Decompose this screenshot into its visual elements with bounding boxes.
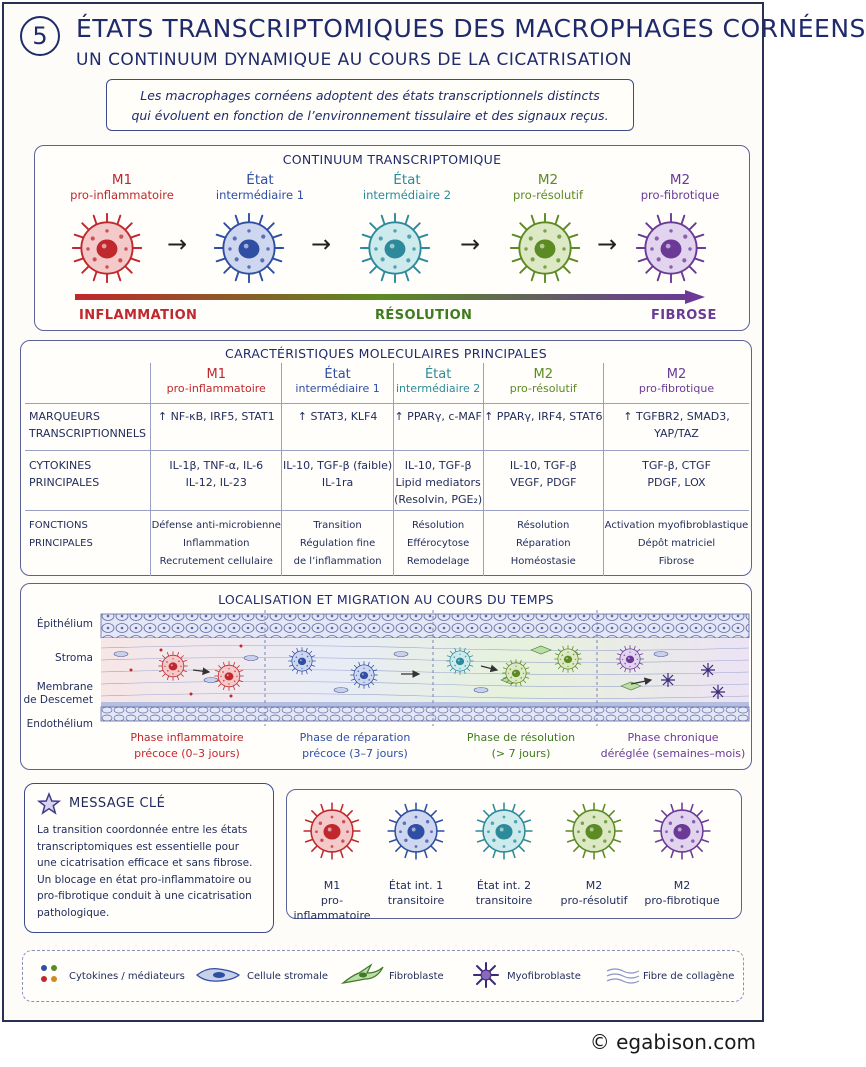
key-message-panel	[24, 783, 274, 933]
col-name: M2	[533, 367, 554, 382]
cell-line: ↑ PPARγ, IRF4, STAT6	[484, 409, 603, 423]
row-label: PRINCIPALES	[29, 537, 93, 549]
macrophage-int2-icon	[357, 210, 433, 286]
cell-line: IL-10, TGF-β (faible)	[282, 458, 393, 472]
message-line: pro-fibrotique conduit à une cicatrisation	[37, 890, 252, 902]
cell-line: IL-10, TGF-β	[404, 458, 472, 472]
molecular-title: CARACTÉRISTIQUES MOLECULAIRES PRINCIPALES	[225, 346, 547, 361]
macrophage-int2-icon	[473, 800, 535, 862]
cornea-cross-section	[101, 610, 749, 726]
phase-reparation	[275, 730, 435, 762]
table-cell	[393, 510, 483, 576]
table-cell	[151, 450, 282, 510]
legend-line: transitoire	[475, 894, 533, 907]
legend-line: État int. 1	[388, 879, 444, 892]
table-row	[25, 450, 749, 510]
cell-line: VEGF, PDGF	[510, 475, 577, 489]
stage-m2f	[620, 172, 740, 202]
axis-resolution: RÉSOLUTION	[375, 308, 473, 323]
arrow-right-icon: →	[597, 230, 618, 258]
cell-line: Résolution	[412, 519, 465, 531]
cell-line: Activation myofibroblastique	[604, 519, 749, 531]
cell-line: Réparation	[516, 537, 571, 549]
molecular-table	[25, 363, 749, 576]
legend-label-m2r	[551, 878, 637, 908]
cell-line: ↑ PPARγ, c-MAF	[394, 409, 482, 423]
key-cytokines: Cytokines / médiateurs	[69, 971, 185, 982]
table-cell	[604, 510, 750, 576]
legend-label-m2f	[639, 878, 725, 908]
row-label: FONCTIONS	[29, 519, 88, 531]
macrophage-int1-icon	[211, 210, 287, 286]
legend-label-int2	[461, 878, 547, 908]
legend-line: M2	[585, 879, 603, 892]
continuum-title: CONTINUUM TRANSCRIPTOMIQUE	[282, 152, 502, 167]
page-title: ÉTATS TRANSCRIPTOMIQUES DES MACROPHAGES CORNÉENS	[76, 14, 866, 43]
stage-sub: pro-fibrotique	[640, 188, 720, 202]
message-line: La transition coordonnée entre les états	[37, 824, 248, 836]
continuum-panel	[34, 145, 750, 331]
fibroblast-icon	[341, 961, 385, 987]
phase-resolution	[441, 730, 601, 762]
col-header-int2	[393, 363, 483, 403]
cell-line: TGF-β, CTGF	[642, 458, 711, 472]
legend-line: État int. 2	[476, 879, 532, 892]
table-cell	[393, 450, 483, 510]
table-cell	[483, 403, 603, 450]
message-line: une cicatrisation efficace et sans fibrose.	[37, 857, 253, 869]
row-header	[25, 510, 151, 576]
collagen-fiber-icon	[605, 965, 639, 985]
table-row	[25, 510, 749, 576]
stage-m1	[62, 172, 182, 202]
col-sub: pro-fibrotique	[638, 382, 715, 395]
table-header-row	[25, 363, 749, 403]
row-label: CYTOKINES	[29, 458, 92, 472]
macrophage-m2r-icon	[507, 210, 583, 286]
col-sub: pro-résolutif	[509, 382, 577, 395]
stage-m2r	[488, 172, 608, 202]
legend-line: pro-résolutif	[560, 894, 628, 907]
stage-name: M2	[537, 172, 559, 188]
col-sub: intermédiaire 1	[295, 382, 380, 395]
layer-label-membrane: Membrane	[36, 681, 93, 693]
table-cell	[151, 510, 282, 576]
stage-name: État	[246, 172, 274, 188]
cell-line: Recrutement cellulaire	[159, 555, 273, 567]
symbol-key	[22, 950, 744, 1002]
layer-label-stroma: Stroma	[55, 652, 93, 664]
message-line: Un blocage en état pro-inflammatoire ou	[37, 873, 252, 886]
molecular-panel	[20, 340, 752, 576]
col-name: M2	[666, 367, 687, 382]
cell-line: IL-10, TGF-β	[509, 458, 577, 472]
table-cell	[282, 450, 393, 510]
cell-legend-panel	[286, 789, 742, 922]
col-header-m2f	[604, 363, 750, 403]
phase-line: Phase de réparation	[299, 731, 411, 744]
col-sub: intermédiaire 2	[395, 382, 481, 395]
phase-chronique	[593, 730, 753, 762]
col-sub: pro-inflammatoire	[166, 382, 266, 395]
legend-line: pro-inflammatoire	[293, 894, 371, 922]
gradient-arrow	[75, 290, 705, 304]
cell-line: IL-12, IL-23	[185, 475, 247, 489]
stage-sub: pro-résolutif	[513, 188, 583, 202]
stromal-cell-icon	[195, 965, 241, 985]
cytokine-dots-icon	[39, 963, 63, 989]
stage-sub: intermédiaire 2	[362, 188, 452, 202]
phase-line: (> 7 jours)	[491, 747, 551, 760]
phase-line: précoce (0–3 jours)	[134, 747, 240, 760]
row-label: MARQUEURS	[29, 409, 100, 423]
cell-line: Inflammation	[182, 537, 250, 549]
table-cell	[483, 450, 603, 510]
col-name: M1	[206, 367, 226, 382]
localisation-title: LOCALISATION ET MIGRATION AU COURS DU TEMPS	[218, 592, 554, 607]
col-name: État	[324, 367, 351, 382]
col-header-int1	[282, 363, 393, 403]
row-header	[25, 403, 151, 450]
table-cell	[604, 450, 750, 510]
stage-sub: pro-inflammatoire	[70, 188, 174, 202]
cell-line: IL-1β, TNF-α, IL-6	[169, 458, 264, 472]
axis-fibrose: FIBROSE	[651, 308, 717, 323]
stage-int2	[347, 172, 467, 202]
phase-line: déréglée (semaines–mois)	[600, 747, 746, 760]
macrophage-m2f-icon	[651, 800, 713, 862]
table-row	[25, 403, 749, 450]
phase-line: Phase inflammatoire	[130, 731, 244, 744]
axis-inflammation: INFLAMMATION	[79, 308, 198, 323]
arrow-right-icon: →	[167, 230, 188, 258]
legend-line: M1	[323, 879, 341, 892]
cell-line: Régulation fine	[299, 537, 376, 549]
table-cell	[151, 403, 282, 450]
table-cell	[483, 510, 603, 576]
intro-box	[106, 79, 634, 131]
stage-name: M2	[669, 172, 691, 188]
key-message-title: MESSAGE CLÉ	[69, 796, 166, 811]
macrophage-int1-icon	[385, 800, 447, 862]
row-header	[25, 450, 151, 510]
stage-int1	[200, 172, 320, 202]
table-cell	[282, 403, 393, 450]
cell-line: YAP/TAZ	[654, 426, 699, 440]
table-cell	[393, 403, 483, 450]
layer-label-descemet: de Descemet	[23, 694, 93, 706]
cell-line: ↑ NF-κB, IRF5, STAT1	[157, 409, 275, 423]
stage-name: État	[393, 172, 421, 188]
phase-inflammatoire	[107, 730, 267, 762]
cell-line: (Resolvin, PGE₂)	[394, 492, 483, 506]
col-header-m1	[151, 363, 282, 403]
star-icon	[37, 792, 61, 816]
cell-line: Efférocytose	[407, 537, 470, 549]
phase-line: précoce (3–7 jours)	[302, 747, 408, 760]
cell-line: IL-1ra	[321, 475, 354, 489]
cell-line: de l’inflammation	[293, 555, 382, 567]
macrophage-m2r-icon	[563, 800, 625, 862]
message-line: pathologique.	[37, 906, 110, 919]
cell-line: Résolution	[517, 519, 570, 531]
arrow-right-icon: →	[460, 230, 481, 258]
layer-label-epithelium: Épithélium	[36, 618, 93, 630]
localisation-panel	[20, 583, 752, 770]
legend-label-int1	[373, 878, 459, 908]
table-cell	[282, 510, 393, 576]
cell-line: Remodelage	[406, 555, 470, 567]
col-header-m2r	[483, 363, 603, 403]
arrow-right-icon: →	[311, 230, 332, 258]
page-subtitle: UN CONTINUUM DYNAMIQUE AU COURS DE LA CICATRISATION	[76, 50, 633, 70]
cell-line: ↑ STAT3, KLF4	[297, 409, 378, 423]
row-label: PRINCIPALES	[29, 475, 100, 489]
table-cell	[604, 403, 750, 450]
col-name: État	[424, 367, 452, 382]
cell-line: Lipid mediators	[395, 475, 481, 489]
copyright: © egabison.com	[589, 1030, 756, 1054]
macrophage-m1-icon	[69, 210, 145, 286]
section-number: 5	[20, 16, 60, 56]
key-stromal-cell: Cellule stromale	[247, 971, 329, 982]
key-message-text	[37, 822, 269, 921]
legend-label-m1	[289, 878, 375, 923]
stage-name: M1	[111, 172, 133, 188]
cell-line: Fibrose	[658, 555, 695, 567]
myofibroblast-icon	[469, 959, 503, 991]
phase-line: Phase chronique	[627, 731, 719, 744]
message-line: transcriptomiques est essentielle pour	[37, 840, 240, 853]
key-collagen: Fibre de collagène	[643, 971, 735, 982]
intro-line: qui évoluent en fonction de l’environnement tissulaire et des signaux reçus.	[131, 108, 609, 123]
table-corner	[25, 363, 151, 403]
legend-line: M2	[673, 879, 691, 892]
key-myofibroblast: Myofibroblaste	[507, 971, 581, 982]
macrophage-m1-icon	[301, 800, 363, 862]
layer-label-endothelium: Endothélium	[26, 718, 93, 730]
cell-line: Homéostasie	[510, 555, 576, 567]
cell-line: Dépôt matriciel	[637, 537, 716, 549]
macrophage-m2f-icon	[633, 210, 709, 286]
cell-line: Défense anti-microbienne	[151, 519, 281, 531]
legend-line: pro-fibrotique	[644, 894, 720, 907]
key-fibroblast: Fibroblaste	[389, 971, 444, 982]
cell-line: Transition	[313, 519, 362, 531]
poster	[2, 2, 866, 1022]
legend-line: transitoire	[387, 894, 445, 907]
cell-line: PDGF, LOX	[647, 475, 706, 489]
intro-line: Les macrophages cornéens adoptent des états transcriptionnels distincts	[140, 88, 600, 103]
stage-sub: intermédiaire 1	[215, 188, 305, 202]
row-label: TRANSCRIPTIONNELS	[29, 426, 146, 440]
cell-line: ↑ TGFBR2, SMAD3,	[623, 409, 730, 423]
phase-line: Phase de résolution	[466, 731, 576, 744]
